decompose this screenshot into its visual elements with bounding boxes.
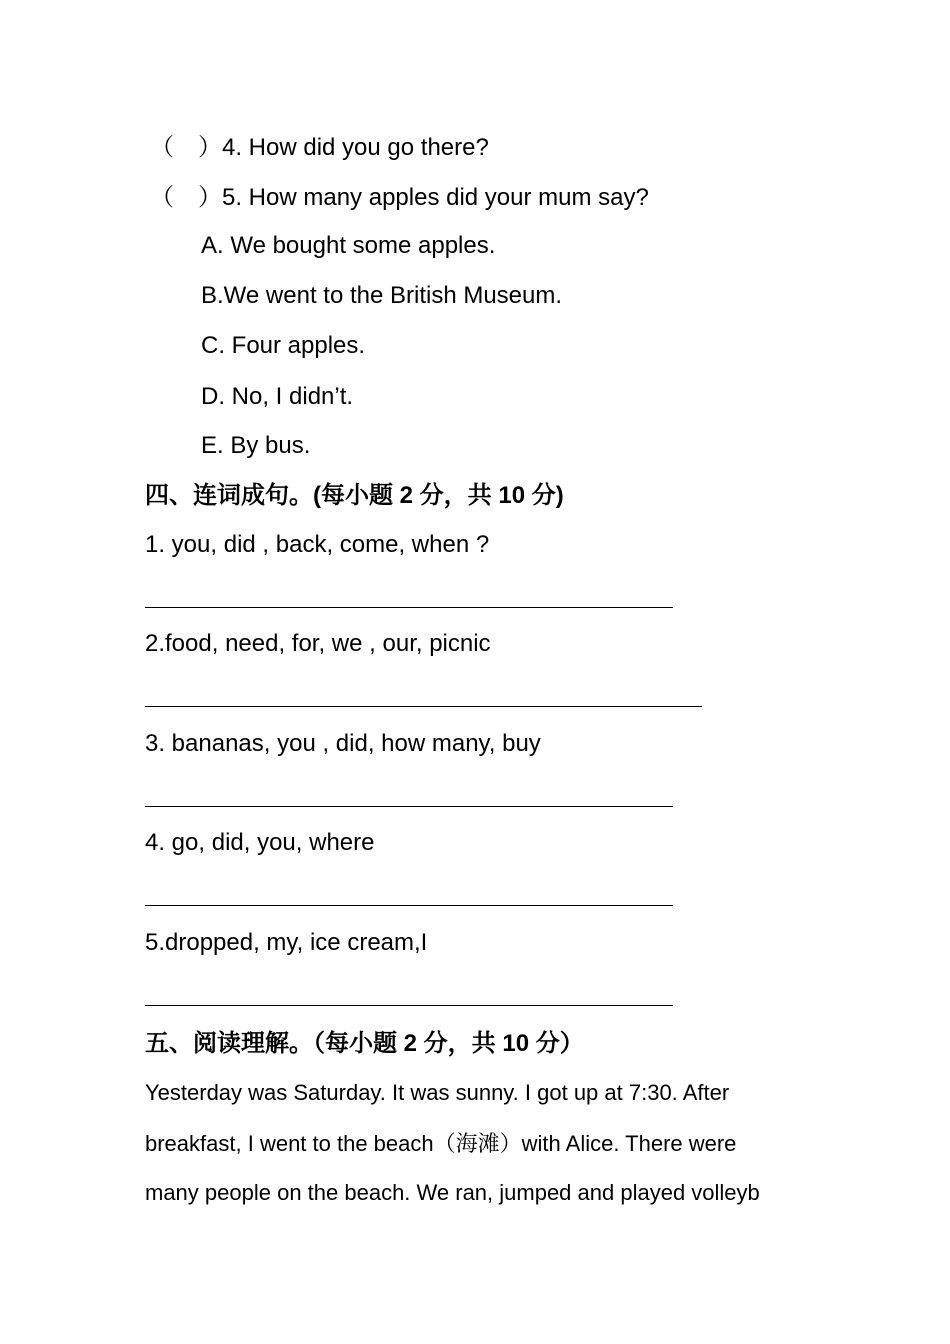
sentence-item-1: 1. you, did , back, come, when ? — [145, 531, 490, 558]
answer-paren[interactable]: （ ） — [150, 134, 222, 161]
question-text: 5. How many apples did your mum say? — [222, 184, 649, 211]
passage-line-3: many people on the beach. We ran, jumped and played volleyb — [145, 1180, 760, 1205]
option-e: E. By bus. — [201, 432, 311, 459]
section-5-heading: 五、阅读理解。（每小题 2 分，共 10 分） — [145, 1030, 584, 1057]
passage-line-1: Yesterday was Saturday. It was sunny. I got up at 7:30. After — [145, 1080, 730, 1105]
option-c: C. Four apples. — [201, 332, 366, 359]
passage-line-2: breakfast, I went to the beach（海滩）with Alice. There were — [145, 1131, 737, 1156]
sentence-item-2: 2.food, need, for, we , our, picnic — [145, 630, 491, 657]
sentence-item-4: 4. go, did, you, where — [145, 829, 375, 856]
answer-line-5[interactable] — [145, 1005, 673, 1006]
answer-line-3[interactable] — [145, 806, 673, 807]
answer-line-4[interactable] — [145, 905, 673, 906]
option-a: A. We bought some apples. — [201, 232, 496, 259]
question-4 — [150, 133, 489, 163]
section-4-heading: 四、连词成句。(每小题 2 分，共 10 分) — [145, 482, 564, 509]
sentence-item-3: 3. bananas, you , did, how many, buy — [145, 730, 541, 757]
question-5 — [150, 183, 649, 213]
answer-paren[interactable]: （ ） — [150, 184, 222, 211]
option-b: B.We went to the British Museum. — [201, 282, 563, 309]
sentence-item-5: 5.dropped, my, ice cream,I — [145, 929, 428, 956]
option-d: D. No, I didn’t. — [201, 383, 354, 410]
answer-line-1[interactable] — [145, 607, 673, 608]
question-text: 4. How did you go there? — [222, 134, 489, 161]
answer-line-2[interactable] — [145, 706, 702, 707]
